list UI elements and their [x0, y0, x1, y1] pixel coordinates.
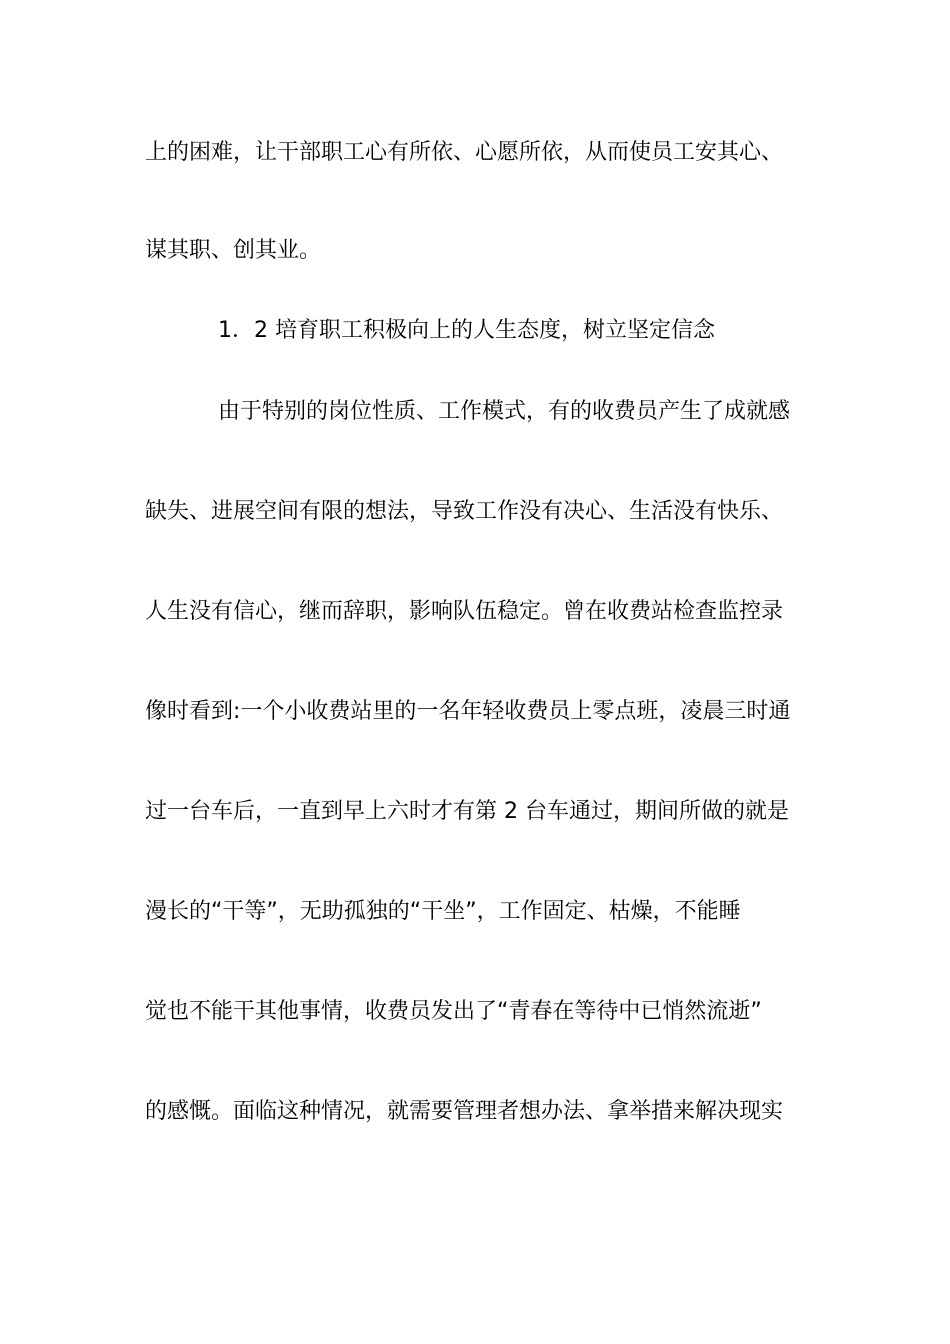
paragraph-line: 缺失、进展空间有限的想法，导致工作没有决心、生活没有快乐、: [145, 499, 784, 524]
paragraph-line: 漫长的“干等”，无助孤独的“干坐”，工作固定、枯燥，不能睡: [145, 899, 741, 924]
paragraph-line: 谋其职、创其业。: [145, 238, 322, 263]
paragraph-line: 上的困难，让干部职工心有所依、心愿所依，从而使员工安其心、: [145, 140, 784, 165]
paragraph-line: 觉也不能干其他事情，收费员发出了“青春在等待中已悄然流逝”: [145, 999, 762, 1024]
paragraph-line: 像时看到:一个小收费站里的一名年轻收费员上零点班，凌晨三时通: [145, 699, 791, 724]
paragraph-line: 人生没有信心，继而辞职，影响队伍稳定。曾在收费站检查监控录: [145, 599, 784, 624]
section-heading: 1．2 培育职工积极向上的人生态度，树立坚定信念: [218, 318, 715, 343]
paragraph-line: 由于特别的岗位性质、工作模式，有的收费员产生了成就感: [218, 399, 791, 424]
paragraph-line: 过一台车后，一直到早上六时才有第 2 台车通过，期间所做的就是: [145, 799, 789, 824]
paragraph-line: 的感慨。面临这种情况，就需要管理者想办法、拿举措来解决现实: [145, 1099, 784, 1124]
